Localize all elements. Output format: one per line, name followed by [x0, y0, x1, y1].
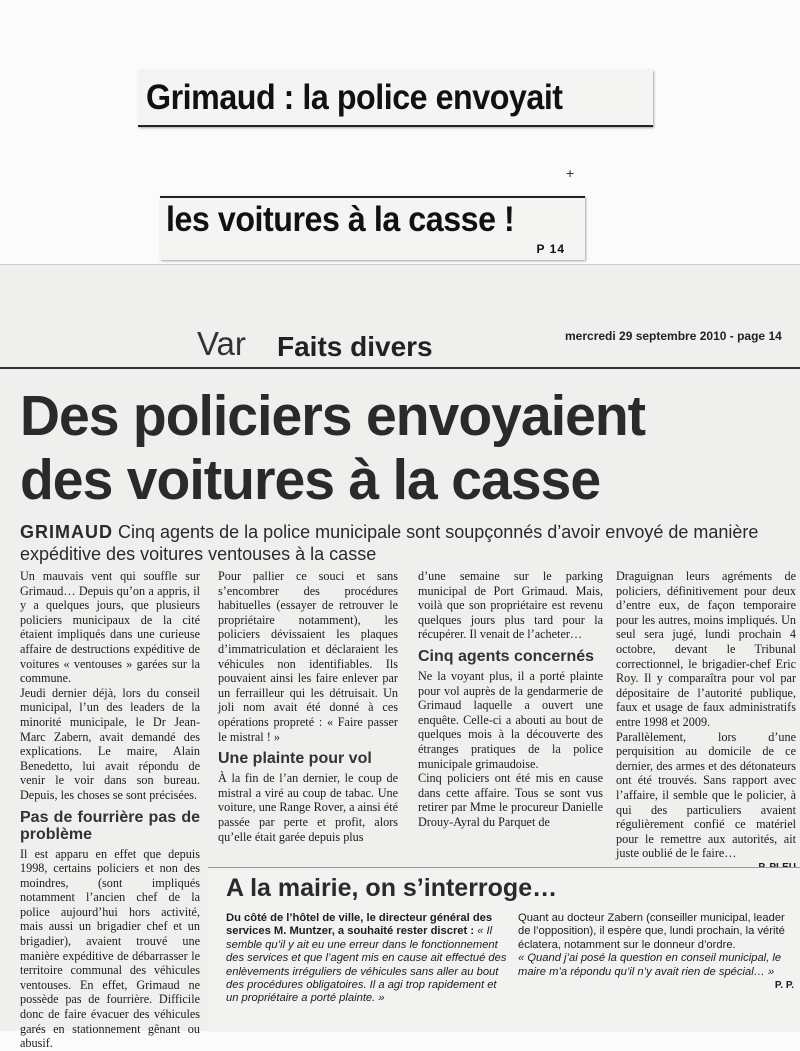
dateline: mercredi 29 septembre 2010 - page 14 [565, 329, 782, 343]
box-paragraph: Quant au docteur Zabern (conseiller municipal, leader de l’opposition), il espère que, lundi prochain, la vérité éclatera, notamment sur le donneur d’ordre. [518, 912, 785, 951]
article-title-line2: des voitures à la casse [20, 448, 601, 512]
article-column-4 [616, 569, 796, 875]
section-name: Var [197, 325, 246, 362]
clipping-headline-text-2: les voitures à la casse ! [166, 200, 515, 239]
paragraph: Cinq policiers ont été mis en cause dans cette affaire. Tous se sont vus retirer par Mme le procureur Danielle Drouy-Ayral du Parquet de [418, 771, 603, 829]
paragraph: Jeudi dernier déjà, lors du conseil municipal, l’un des leaders de la minorité municipale, le Dr Jean-Marc Zabern, avait demandé des explications. Le maire, Alain Benedetto, lui avait répondu de venir le voir dans son bureau. Depuis, les choses se sont précisées. [20, 685, 200, 802]
box-signature: P. P. [774, 980, 794, 992]
rubric-name: Faits divers [277, 331, 433, 362]
plus-mark: + [566, 165, 575, 181]
clipping-headline-line1 [138, 70, 653, 127]
page-reference: P 14 [536, 242, 565, 256]
paragraph: À la fin de l’an dernier, le coup de mistral a viré au coup de tabac. Une voiture, une Range Rover, a ainsi été passée par perte et profit, alors qu’elle était garée depuis plus [218, 771, 398, 844]
lead-text: Cinq agents de la police municipale sont soupçonnés d’avoir envoyé de manière expéditive des voitures ventouses à la casse [20, 522, 759, 564]
paragraph: Draguignan leurs agréments de policiers, définitivement pour deux d’entre eux, de façon temporaire pour les autres, moins impliqués. Un seul sera jugé, lundi prochain 4 octobre, devant le Tribunal correctionnel, le brigadier-chef Eric Roy. Il y comparaîtra pour vol par dépositaire de l’autorité publique, faux et usage de faux administratifs entre 1998 et 2009. [616, 569, 796, 729]
paragraph: Ne la voyant plus, il a porté plainte pour vol auprès de la gendarmerie de Grimaud laquelle a ouvert une enquête. Celle-ci a abouti au bout de quelques mois à la découverte des étranges pratiques de la police municipale grimaudoise. [418, 668, 603, 771]
clipping-headline-text-1: Grimaud : la police envoyait [146, 78, 563, 117]
clipping-headline-line2 [160, 196, 585, 260]
newspaper-page [0, 264, 800, 1051]
paragraph: Un mauvais vent qui souffle sur Grimaud… Depuis qu’on a appris, il y a quelques jours, que plusieurs policiers municipaux de la cité étaient impliqués dans une curieuse affaire de destructions expéditive de voitures « ventouses » garées sur la commune. [20, 569, 200, 686]
box-column-left [226, 912, 511, 1006]
article-column-3 [418, 569, 603, 830]
article-title-line1: Des policiers envoyaient [20, 384, 646, 448]
header-rule [0, 367, 800, 369]
box-lead: Du côté de l’hôtel de ville, le directeur général des services M. Muntzer, a souhaité rester discret : [226, 912, 493, 938]
sidebar-box [208, 867, 800, 1032]
box-title: A la mairie, on s’interroge… [226, 874, 558, 902]
paragraph: d’une semaine sur le parking municipal de Port Grimaud. Mais, voilà que son propriétaire est revenu quelques jours plus tard pour la récupérer. Il venait de l’acheter… [418, 569, 603, 642]
box-quote: « Il semble qu’il y ait eu une erreur dans le fonctionnement des services et que l’agent mis en cause ait effectué des enlèvements irréguliers de véhicules sans aller au bout des procédures obligatoires. Il a agi trop rapidement et un propriétaire a porté plainte. » [226, 925, 507, 1005]
box-quote: « Quand j’ai posé la question en conseil municipal, le maire m’a répondu qu’il n’y avait rien de spécial… » [518, 952, 782, 978]
subheading: Pas de fourrière pas de problème [20, 808, 200, 843]
paragraph: Parallèlement, lors d’une perquisition au domicile de ce dernier, des armes et des détonateurs ont été trouvés. Sans rapport avec l’affaire, il semble que le policier, à qui des particuliers avaient régulièrement confié ce matériel pour le remettre aux autorités, ait juste oublié de le faire… [616, 729, 796, 861]
box-paragraph [226, 912, 511, 1006]
box-column-right [518, 912, 794, 992]
subheading: Cinq agents concernés [418, 647, 595, 665]
box-paragraph [518, 952, 794, 979]
subheading: Une plainte pour vol [218, 750, 372, 768]
article-column-1 [20, 569, 200, 1051]
article-lead [20, 521, 800, 565]
article-column-2 [218, 569, 398, 844]
paragraph: Il est apparu en effet que depuis 1998, certains policiers et non des moindres, (sont impliqués notamment l’ancien chef de la police aujourd’hui hors activité, mais aussi un brigadier chef et un brigadier), avaient trouvé une manière expéditive de débarrasser le territoire communal des véhicules ventouses. En effet, Grimaud ne possède pas de fourrière. Difficile donc de faire évacuer des véhicules garés en stationnement gênant ou abusif. [20, 846, 200, 1051]
paragraph: Pour pallier ce souci et sans s’encombrer des procédures habituelles (essayer de retrouver le propriétaire notamment), les policiers dévissaient les plaques d’immatriculation et déclaraient les véhicules non identifiables. Ils pouvaient ainsi les faire enlever par un ferrailleur qui les détruisait. Un joli nom avait été donné à ces opérations propreté : « Faire passer le mistral ! » [218, 569, 398, 744]
lead-place: GRIMAUD [20, 522, 113, 542]
